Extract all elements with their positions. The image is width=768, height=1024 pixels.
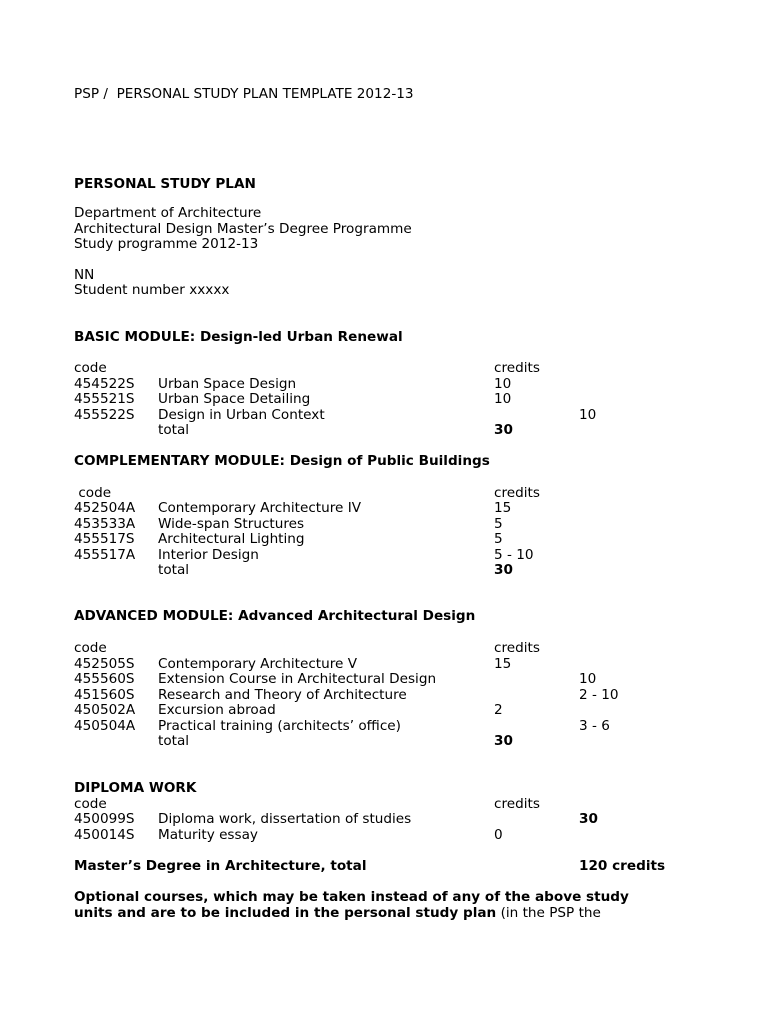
- table-header: [74, 485, 694, 501]
- total-row: total 30: [158, 422, 513, 438]
- credits-label: credits: [494, 796, 540, 812]
- student-name: NN: [74, 267, 95, 283]
- degree-total-row: [74, 858, 694, 874]
- table-row: 455560S Extension Course in Architectural Design 10: [74, 671, 597, 687]
- credits-label: credits: [494, 640, 540, 656]
- table-row: 454522S Urban Space Design 10: [74, 376, 512, 392]
- department: Department of Architecture: [74, 205, 262, 221]
- table-row: 450014S Maturity essay 0: [74, 827, 503, 843]
- degree-total-value: 120 credits: [579, 858, 666, 874]
- table-row: 453533A Wide-span Structures 5: [74, 516, 503, 532]
- code-label: code: [74, 796, 107, 812]
- programme: Architectural Design Master’s Degree Programme: [74, 221, 412, 237]
- table-row: 452505S Contemporary Architecture V 15: [74, 656, 512, 672]
- table-row: 450099S Diploma work, dissertation of studies 30: [74, 811, 598, 827]
- degree-total-label: Master’s Degree in Architecture, total: [74, 858, 367, 874]
- table-header: [74, 796, 694, 812]
- optional-courses-line2: units and are to be included in the personal study plan (in the PSP the: [74, 905, 601, 921]
- table-header: [74, 360, 694, 376]
- module-heading: COMPLEMENTARY MODULE: Design of Public Buildings: [74, 453, 490, 469]
- table-row: 452504A Contemporary Architecture IV 15: [74, 500, 512, 516]
- table-row: 450504A Practical training (architects’ office) 3 - 6: [74, 718, 610, 734]
- table-row: 451560S Research and Theory of Architecture 2 - 10: [74, 687, 619, 703]
- code-label: code: [74, 485, 112, 501]
- table-row: 455517A Interior Design 5 - 10: [74, 547, 534, 563]
- table-row: 455517S Architectural Lighting 5: [74, 531, 503, 547]
- table-header: [74, 640, 694, 656]
- total-row: total 30: [158, 733, 513, 749]
- total-row: total 30: [158, 562, 513, 578]
- document-title: PSP / PERSONAL STUDY PLAN TEMPLATE 2012-13: [74, 86, 414, 102]
- diploma-heading: DIPLOMA WORK: [74, 780, 197, 796]
- table-row: 450502A Excursion abroad 2: [74, 702, 503, 718]
- code-label: code: [74, 640, 107, 656]
- credits-label: credits: [494, 485, 540, 501]
- credits-label: credits: [494, 360, 540, 376]
- table-row: 455521S Urban Space Detailing 10: [74, 391, 512, 407]
- student-number: Student number xxxxx: [74, 282, 230, 298]
- optional-courses-line1: Optional courses, which may be taken instead of any of the above study: [74, 889, 629, 905]
- table-row: 455522S Design in Urban Context 10: [74, 407, 597, 423]
- study-programme: Study programme 2012-13: [74, 236, 259, 252]
- code-label: code: [74, 360, 107, 376]
- module-heading: ADVANCED MODULE: Advanced Architectural Design: [74, 608, 476, 624]
- plan-heading: PERSONAL STUDY PLAN: [74, 176, 256, 192]
- module-heading: BASIC MODULE: Design-led Urban Renewal: [74, 329, 403, 345]
